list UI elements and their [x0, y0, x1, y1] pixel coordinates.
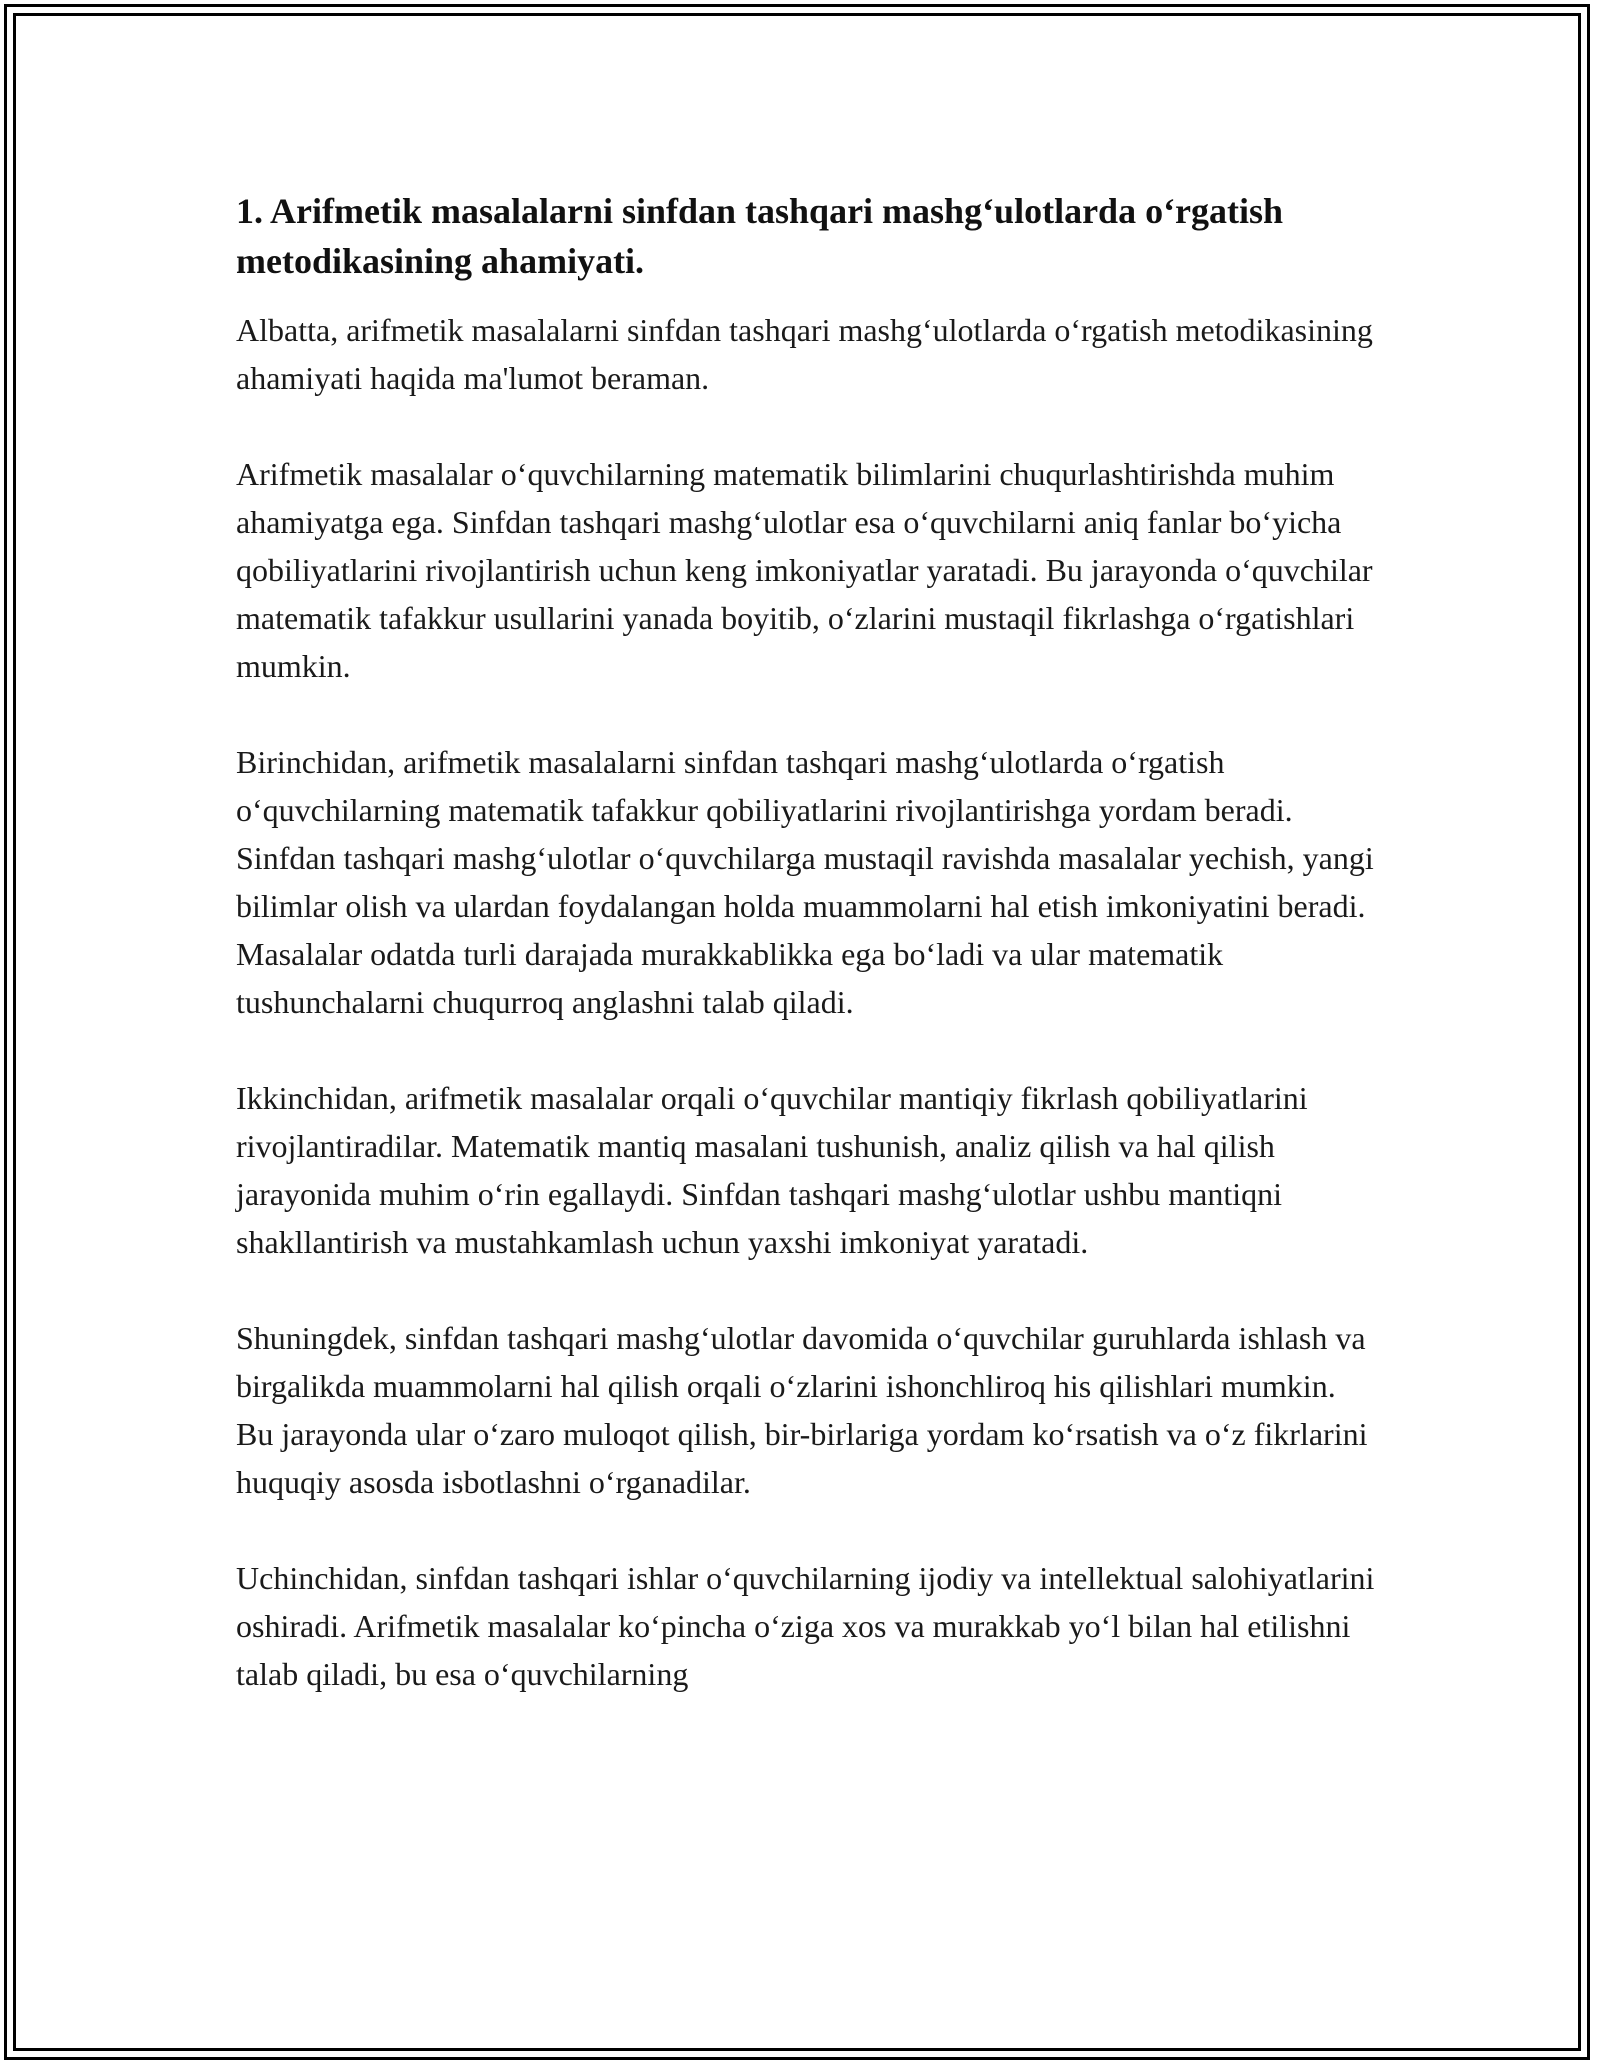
paragraph-third: Uchinchidan, sinfdan tashqari ishlar o‘quvchilarning ijodiy va intellektual salohiyatlarini oshiradi. Arifmetik masalalar ko‘pincha o‘ziga xos va murakkab yo‘l bilan hal etilishni talab qiladi, bu esa o‘quvchilarning: [236, 1560, 1375, 1692]
paragraph-also: Shuningdek, sinfdan tashqari mashg‘ulotlar davomida o‘quvchilar guruhlarda ishlash va birgalikda muammolarni hal qilish orqali o‘zlarini ishonchliroq his qilishlari mumkin. Bu jarayonda ular o‘zaro muloqot qilish, bir-birlariga yordam ko‘rsatish va o‘z fikrlarini huquqiy asosda isbotlashni o‘rganadilar.: [236, 1320, 1368, 1500]
section-heading: 1. Arifmetik masalalarni sinfdan tashqari mashg‘ulotlarda o‘rgatish metodikasining ahamiyati.: [236, 191, 1284, 281]
paragraph-importance: Arifmetik masalalar o‘quvchilarning matematik bilimlarini chuqurlashtirishda muhim ahamiyatga ega. Sinfdan tashqari mashg‘ulotlar esa o‘quvchilarni aniq fanlar bo‘yicha qobiliyatlarini rivojlantirish uchun keng imkoniyatlar yaratadi. Bu jarayonda o‘quvchilar matematik tafakkur usullarini yanada boyitib, o‘zlarini mustaqil fikrlashga o‘rgatishlari mumkin.: [236, 456, 1373, 684]
paragraph-second: Ikkinchidan, arifmetik masalalar orqali o‘quvchilar mantiqiy fikrlash qobiliyatlarini rivojlantiradilar. Matematik mantiq masalani tushunish, analiz qilish va hal qilish jarayonida muhim o‘rin egallaydi. Sinfdan tashqari mashg‘ulotlar ushbu mantiqni shakllantirish va mustahkamlash uchun yaxshi imkoniyat yaratadi.: [236, 1080, 1308, 1260]
paragraph-intro: Albatta, arifmetik masalalarni sinfdan tashqari mashg‘ulotlarda o‘rgatish metodikasining ahamiyati haqida ma'lumot beraman.: [236, 312, 1373, 396]
document-body: [236, 186, 1376, 1746]
paragraph-first: Birinchidan, arifmetik masalalarni sinfdan tashqari mashg‘ulotlarda o‘rgatish o‘quvchilarning matematik tafakkur qobiliyatlarini rivojlantirishga yordam beradi. Sinfdan tashqari mashg‘ulotlar o‘quvchilarga mustaqil ravishda masalalar yechish, yangi bilimlar olish va ulardan foydalangan holda muammolarni hal etish imkoniyatini beradi. Masalalar odatda turli darajada murakkablikka ega bo‘ladi va ular matematik tushunchalarni chuqurroq anglashni talab qiladi.: [236, 744, 1374, 1020]
